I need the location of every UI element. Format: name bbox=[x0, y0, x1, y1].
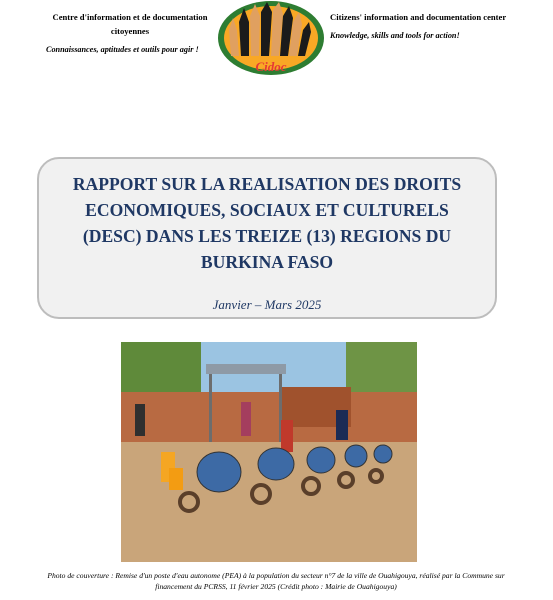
cover-photo bbox=[121, 342, 417, 562]
report-period: Janvier – Mars 2025 bbox=[212, 297, 322, 312]
photo-caption: Photo de couverture : Remise d'un poste d'eau autonome (PEA) à la population du secteur n°7 de la ville de Ouahigouya, réalisé par la Commune sur financement du PCRSS, 11 février 2025 (Crédit photo : Mairie de Ouahigouya) bbox=[47, 571, 505, 591]
report-title: RAPPORT SUR LA REALISATION DES DROITS ECONOMIQUES, SOCIAUX ET CULTURELS (DESC) DANS LES TREIZE (13) REGIONS DU BURKINA FASO bbox=[72, 174, 462, 272]
title-box bbox=[37, 157, 497, 319]
tagline-fr: Connaissances, aptitudes et outils pour agir ! bbox=[46, 45, 199, 54]
logo-text: Cidoc bbox=[255, 59, 287, 74]
org-name-en: Citizens' information and documentation center bbox=[330, 12, 507, 22]
cidoc-logo bbox=[217, 0, 325, 76]
tagline-en: Knowledge, skills and tools for action! bbox=[330, 31, 460, 40]
header-right bbox=[330, 10, 530, 40]
header-left bbox=[40, 10, 220, 54]
org-name-fr: Centre d'information et de documentation citoyennes bbox=[52, 12, 208, 36]
